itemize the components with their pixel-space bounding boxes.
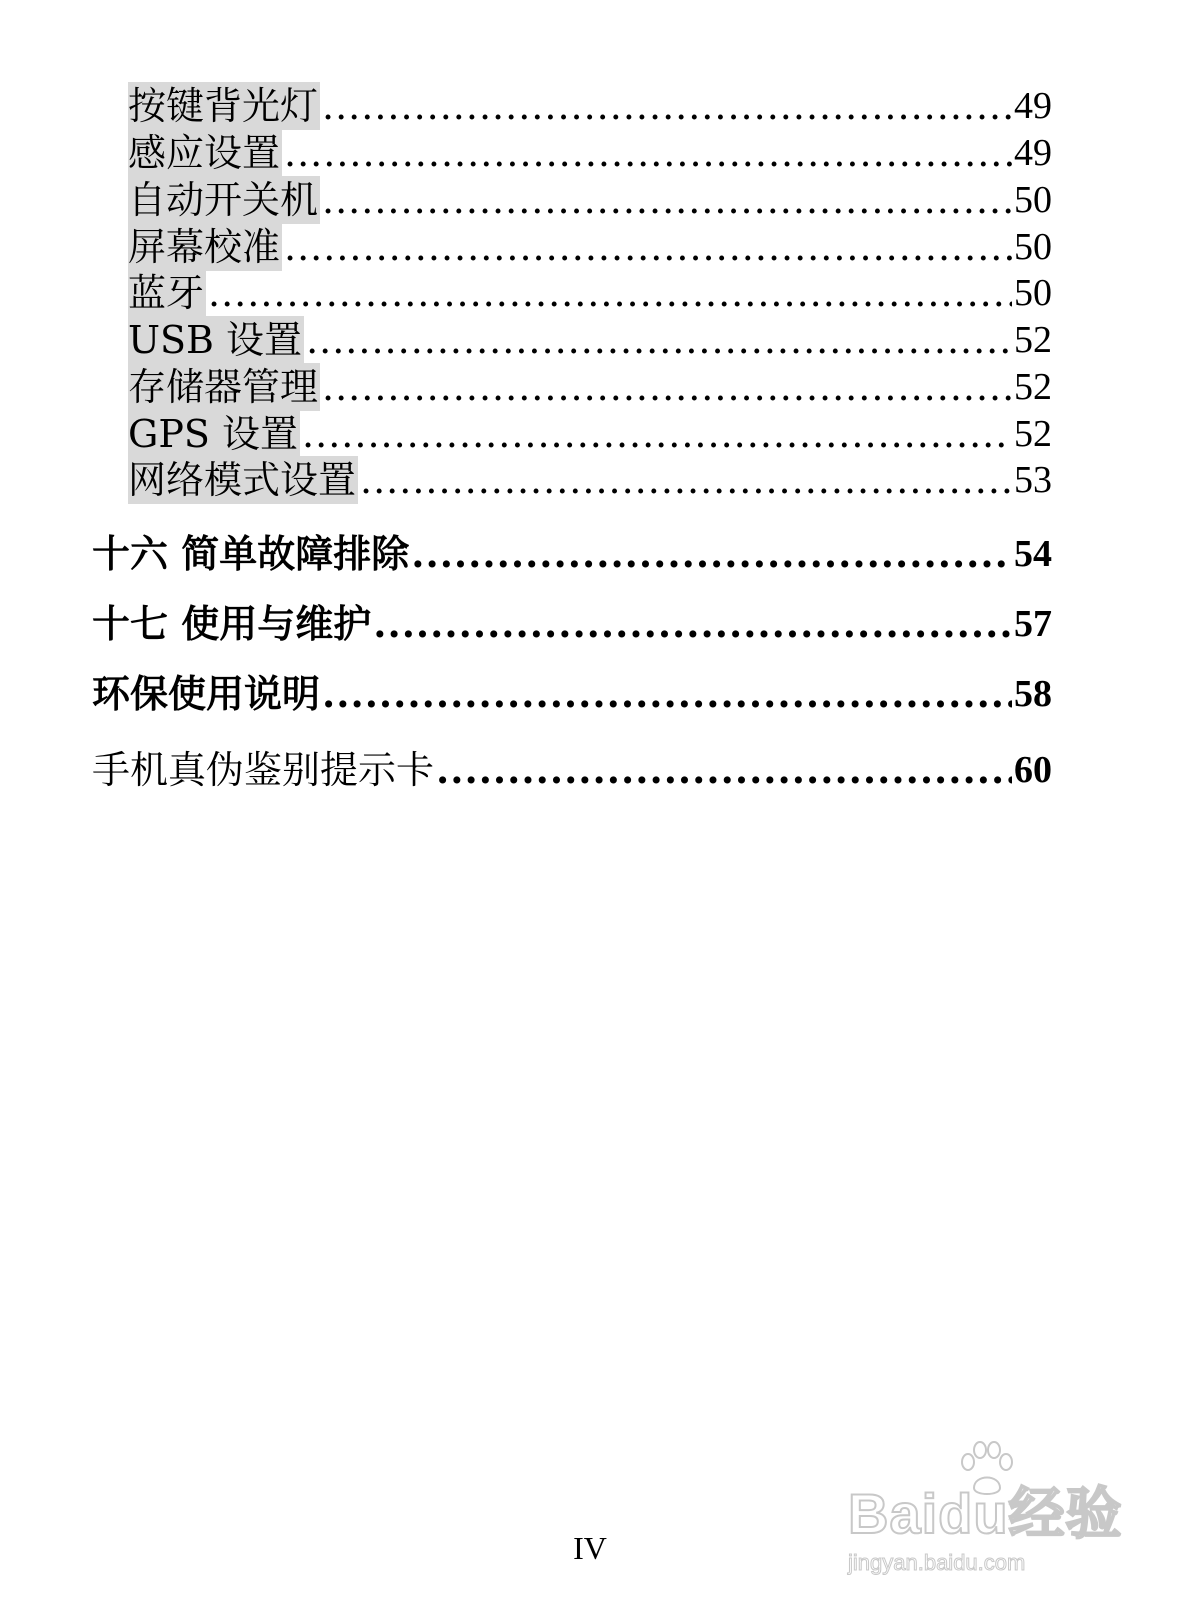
toc-entry-page: 50 bbox=[1014, 272, 1052, 314]
toc-entry-title: 自动开关机 bbox=[128, 178, 319, 222]
watermark-brand: Baidu经验 bbox=[848, 1482, 1123, 1545]
toc-entry[interactable] bbox=[128, 316, 1052, 364]
toc-leader bbox=[284, 129, 1012, 177]
page-number: IV bbox=[573, 1530, 607, 1566]
toc-leader bbox=[322, 82, 1012, 130]
toc-chapter-title: 环保使用说明 bbox=[92, 671, 321, 716]
toc-entry[interactable] bbox=[128, 176, 1052, 224]
toc-entry[interactable] bbox=[128, 82, 1052, 130]
toc-chapter-page: 54 bbox=[1014, 533, 1052, 575]
toc-entry-page: 52 bbox=[1014, 319, 1052, 361]
toc-leader bbox=[284, 223, 1012, 271]
toc-entry[interactable] bbox=[128, 456, 1052, 504]
toc-entry-title: 网络模式设置 bbox=[128, 458, 357, 502]
toc-entry-page: 50 bbox=[1014, 226, 1052, 268]
toc-entry-title: 蓝牙 bbox=[128, 271, 205, 315]
toc-entry-title: 按键背光灯 bbox=[128, 84, 319, 128]
toc-chapter-title: 手机真伪鉴别提示卡 bbox=[92, 748, 435, 792]
toc-entry-title: 感应设置 bbox=[128, 131, 281, 175]
toc-entry[interactable] bbox=[128, 129, 1052, 177]
toc-entry[interactable] bbox=[128, 223, 1052, 271]
toc-leader bbox=[411, 530, 1012, 578]
toc-leader bbox=[306, 316, 1012, 364]
toc-chapter-title: 十七 使用与维护 bbox=[92, 601, 372, 646]
toc-chapter-entry[interactable] bbox=[92, 666, 1052, 718]
toc-entry[interactable] bbox=[128, 269, 1052, 317]
toc-leader bbox=[322, 176, 1012, 224]
toc-leader bbox=[208, 269, 1012, 317]
toc-chapter-page: 58 bbox=[1014, 673, 1052, 715]
toc-entry-page: 52 bbox=[1014, 366, 1052, 408]
toc-entry-title: GPS 设置 bbox=[128, 412, 299, 456]
toc-leader bbox=[360, 456, 1012, 504]
toc-chapter-entry[interactable] bbox=[92, 596, 1052, 648]
toc-entry-page: 50 bbox=[1014, 179, 1052, 221]
toc-entry-page: 53 bbox=[1014, 459, 1052, 501]
toc-entry-page: 52 bbox=[1014, 413, 1052, 455]
toc-entry-title: 存储器管理 bbox=[128, 365, 319, 409]
toc-entry[interactable] bbox=[128, 410, 1052, 458]
toc-entry-title: USB 设置 bbox=[128, 318, 303, 362]
toc-entry-page: 49 bbox=[1014, 132, 1052, 174]
toc-leader bbox=[436, 746, 1012, 794]
toc-entry-title: 屏幕校准 bbox=[128, 225, 281, 269]
toc-chapter-entry[interactable] bbox=[92, 526, 1052, 578]
toc-leader bbox=[322, 670, 1012, 718]
toc-entry[interactable] bbox=[128, 363, 1052, 411]
toc-chapter-page: 57 bbox=[1014, 603, 1052, 645]
toc-chapter-entry[interactable] bbox=[92, 742, 1052, 794]
toc-leader bbox=[322, 363, 1012, 411]
toc-chapter-page: 60 bbox=[1014, 749, 1052, 791]
toc-leader bbox=[373, 600, 1012, 648]
toc-chapter-title: 十六 简单故障排除 bbox=[92, 531, 410, 576]
watermark-url: jingyan.baidu.com bbox=[848, 1550, 1026, 1575]
toc-entry-page: 49 bbox=[1014, 85, 1052, 127]
toc-leader bbox=[302, 410, 1012, 458]
